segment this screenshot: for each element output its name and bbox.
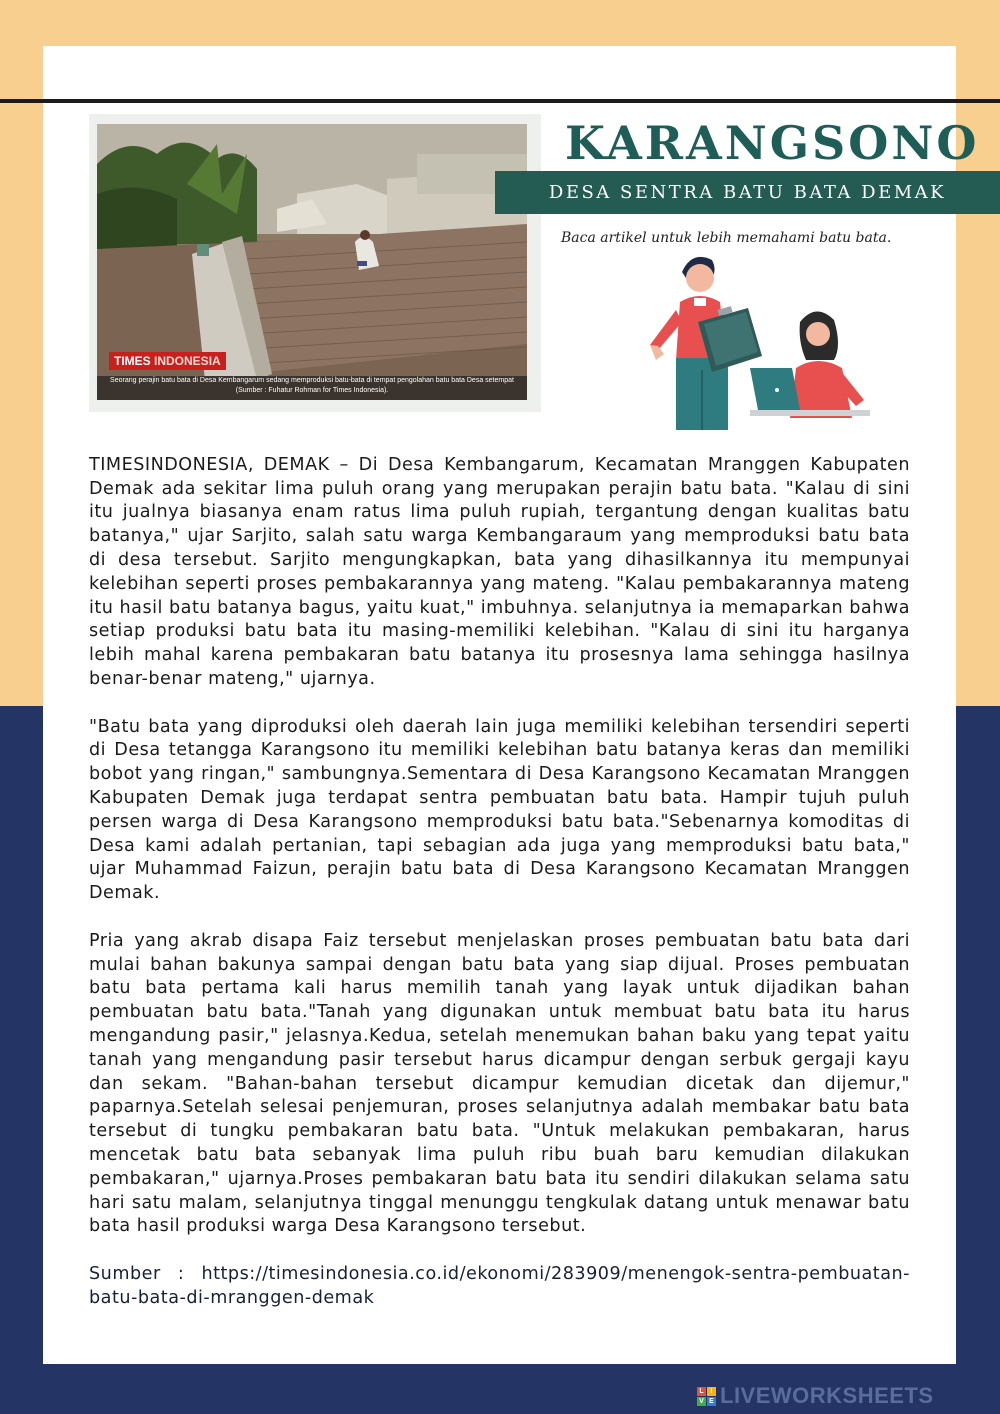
article-paragraph: "Batu bata yang diproduksi oleh daerah lain juga memiliki kelebihan tersendiri seperti di Desa tetangga Karangsono itu memiliki kelebihan batu batanya keras dan memiliki bobot yang ringan," sambungnya.Sementara di Desa Karangsono Kecamatan Mranggen Kabupaten Demak juga terdapat sentra pembuatan batu bata. Hampir tujuh puluh persen warga di Desa Karangsono memproduksi batu bata."Sebenarnya komoditas di Desa kami adalah pertanian, tapi sebagian ada juga yang memproduksi batu bata," ujar Muhammad Faizun, perajin batu bata di Desa Karangsono Kecamatan Mranggen Demak. xyxy=(89,716,910,904)
logo-indonesia-text: INDONESIA xyxy=(154,354,221,368)
logo-letter: V xyxy=(697,1397,706,1406)
brick-drying-photo xyxy=(97,124,527,400)
watermark-text: LIVEWORKSHEETS xyxy=(720,1383,934,1408)
photo-caption: Seorang perajin batu bata di Desa Kembangarum sedang memproduksi batu-bata di tempat pengolahan batu bata Desa setempat (Sumber : Fuhatur Rohman for Times Indonesia). xyxy=(110,377,514,394)
liveworksheets-watermark xyxy=(697,1381,934,1411)
logo-times-text: TIMES xyxy=(114,354,151,368)
logo-letter: I xyxy=(707,1387,716,1396)
article-paragraph: Pria yang akrab disapa Faiz tersebut menjelaskan proses pembuatan batu bata dari mulai bahan bakunya sampai dengan batu bata yang siap dijual. Proses pembuatan batu bata pertama kali harus memilih tanah yang layak untuk dijadikan bahan pembuatan batu bata."Tanah yang digunakan untuk membuat batu bata itu harus mengandung pasir," jelasnya.Kedua, setelah menemukan bahan baku yang tepat yaitu tanah yang mengandung pasir tersebut harus dicampur dengan serbuk gergaji kayu dan sekam. "Bahan-bahan tersebut dicampur kemudian dicetak dan dijemur," paparnya.Setelah selesai penjemuran, proses selanjutnya adalah membakar batu bata tersebut di tungku pembakaran batu bata. "Untuk melakukan pembakaran, harus mencetak batu bata sebanyak lima puluh ribu buah baru kemudian dilakukan pembakaran," ujarnya.Proses pembakaran batu bata itu sendiri dilakukan selama satu hari satu malam, selanjutnya tinggal menunggu tengkulak datang untuk menawar batu bata hasil produksi warga Desa Karangsono tersebut. xyxy=(89,930,910,1237)
article-paragraph: TIMESINDONESIA, DEMAK – Di Desa Kembangarum, Kecamatan Mranggen Kabupaten Demak ada sekitar lima puluh orang yang merupakan perajin batu bata. "Kalau di sini itu jualnya biasanya enam ratus lima puluh rupiah, tergantung dengan kualitas batu batanya," ujar Sarjito, salah satu warga Kembangaraum yang memproduksi batu bata di desa tersebut. Sarjito mengungkapkan, bata yang dihasilkannya itu mempunyai kelebihan seperti proses pembakarannya yang mateng. "Kalau pembakarannya mateng itu hasil batu batanya bagus, yaitu kuat," imbuhnya. selanjutnya ia memaparkan bahwa setiap produksi batu bata itu masing-memiliki kelebihan. "Kalau di sini itu harganya lebih mahal karena pembakaran batu batanya itu prosesnya lama sehingga hasilnya benar-benar mateng," ujarnya. xyxy=(89,454,910,689)
article-photo-frame xyxy=(89,114,541,412)
reading-people-illustration xyxy=(620,250,880,430)
source-link[interactable]: Sumber : https://timesindonesia.co.id/ekonomi/283909/menengok-sentra-pembuatan-batu-bata-di-mranggen-demak xyxy=(89,1263,910,1308)
article-body xyxy=(89,430,910,1334)
times-indonesia-logo xyxy=(109,352,226,370)
page-subtitle: DESA SENTRA BATU BATA DEMAK xyxy=(548,182,947,203)
subtitle-banner xyxy=(495,171,1000,214)
page-title: KARANGSONO xyxy=(565,116,980,170)
logo-letter: E xyxy=(707,1397,716,1406)
logo-letter: L xyxy=(697,1387,706,1396)
top-divider-line xyxy=(0,99,1000,103)
reading-instruction: Baca artikel untuk lebih memahami batu bata. xyxy=(561,230,892,246)
liveworksheets-logo-icon xyxy=(697,1387,716,1406)
